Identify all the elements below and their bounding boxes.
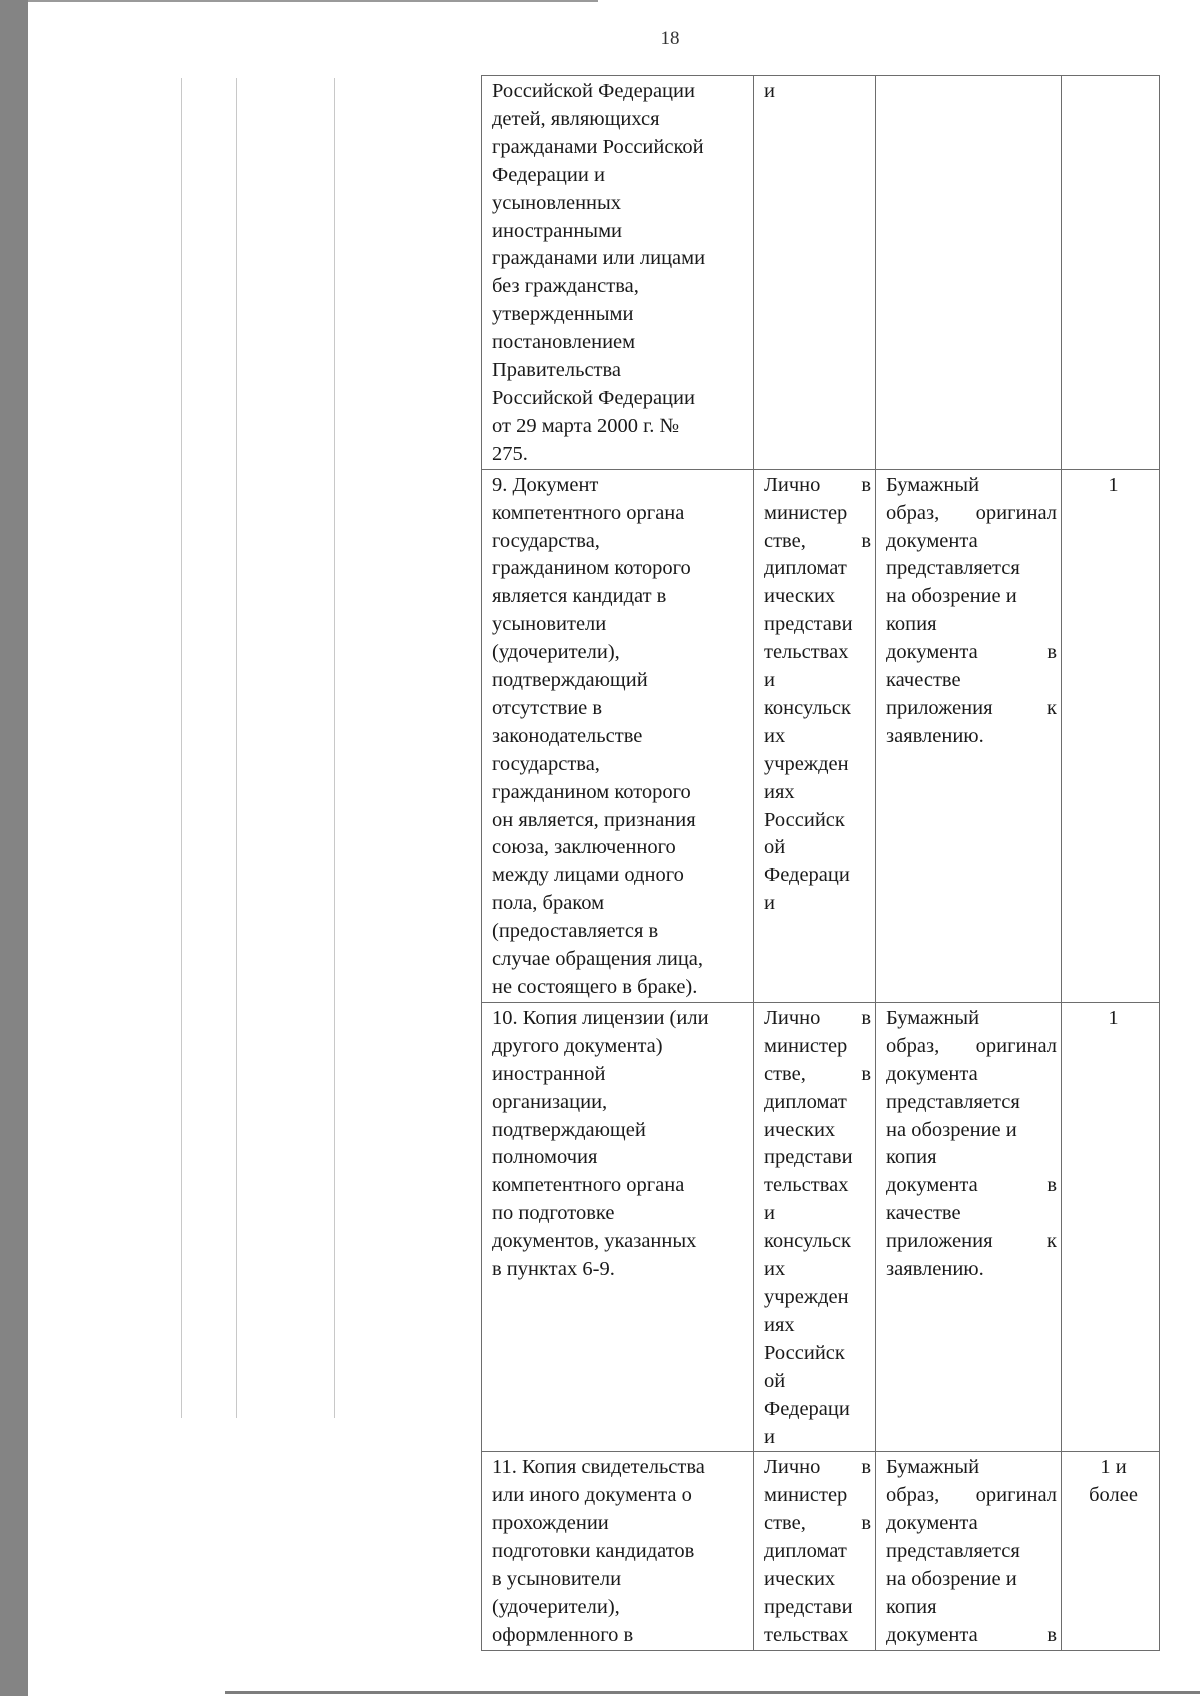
cell-text-line: 11. Копия свидетельства	[492, 1456, 705, 1479]
cell-text-line: тельствах	[764, 641, 849, 664]
cell-text-line: союза, заключенного	[492, 836, 676, 859]
cell-text-line: образ, оригинал	[886, 1484, 1057, 1507]
cell-text-line: гражданами или лицами	[492, 247, 706, 270]
cell-text-line: Федерации и	[492, 163, 605, 186]
show-through-line	[236, 78, 237, 1418]
cell-text-line: полномочия	[492, 1146, 598, 1169]
cell-text-line: Лично в	[764, 1006, 871, 1029]
cell-text-line: пола, браком	[492, 892, 605, 915]
cell-text-line: он является, признания	[492, 808, 696, 831]
cell-text-line: иях	[764, 1313, 795, 1336]
cell-text-line: постановлением	[492, 331, 636, 354]
cell-text-line: 275.	[492, 442, 528, 465]
cell-text-line: отсутствие в	[492, 696, 603, 719]
cell-text-line: стве, в	[764, 1512, 871, 1535]
cell-text-line: 10. Копия лицензии (или	[492, 1006, 709, 1029]
cell-text-line: на обозрение и	[886, 1118, 1017, 1141]
submission-method-cell	[754, 1002, 876, 1452]
cell-text-line: детей, являющихся	[492, 107, 660, 130]
show-through-line	[334, 78, 335, 1418]
cell-text-line: Российской Федерации	[492, 386, 695, 409]
cell-text-line: дипломат	[764, 1090, 847, 1113]
cell-text-line: учрежден	[764, 1285, 849, 1308]
cell-text-line: приложения к	[886, 696, 1057, 719]
page-number: 18	[660, 28, 680, 49]
scan-left-margin	[0, 0, 28, 1696]
cell-text-line: министер	[764, 1034, 848, 1057]
document-form-cell	[876, 1452, 1062, 1650]
cell-text-line: Бумажный	[886, 1006, 980, 1029]
cell-text-line: заявлению.	[886, 724, 984, 747]
cell-text-line: документа в	[886, 641, 1057, 664]
cell-text-line: усыновленных	[492, 191, 622, 214]
copies-count-text: более	[1089, 1484, 1138, 1507]
cell-text-line: подтверждающий	[492, 669, 648, 692]
cell-text-line: качестве	[886, 669, 961, 692]
cell-text-line: тельствах	[764, 1623, 849, 1646]
cell-text-line: Бумажный	[886, 473, 980, 496]
cell-text-line: представляется	[886, 1090, 1020, 1113]
cell-text-line: иностранными	[492, 219, 623, 242]
cell-text-line: Лично в	[764, 473, 871, 496]
cell-text-line: представи	[764, 1146, 853, 1169]
cell-text-line: гражданином которого	[492, 780, 691, 803]
cell-text-line: образ, оригинал	[886, 501, 1057, 524]
table-row	[482, 76, 1160, 470]
cell-text-line: Российской Федерации	[492, 80, 695, 102]
cell-text-line: и	[764, 1202, 775, 1225]
cell-text-line: (предоставляется в	[492, 920, 659, 943]
submission-method-cell	[754, 76, 876, 470]
cell-text-line: и	[764, 669, 775, 692]
cell-text-line: является кандидат в	[492, 585, 667, 608]
cell-text-line: Лично в	[764, 1456, 871, 1479]
cell-text-line: документа	[886, 529, 978, 552]
cell-text-line: случае обращения лица,	[492, 948, 704, 971]
cell-text-line: организации,	[492, 1090, 608, 1113]
cell-text-line: дипломат	[764, 557, 847, 580]
cell-text-line: на обозрение и	[886, 585, 1017, 608]
cell-text-line: Федераци	[764, 1397, 850, 1420]
cell-text-line: Федераци	[764, 864, 850, 887]
cell-text-line: (удочерители),	[492, 641, 620, 664]
document-description-cell	[482, 1452, 754, 1650]
cell-text-line: Бумажный	[886, 1456, 980, 1479]
cell-text-line: представляется	[886, 557, 1020, 580]
cell-text-line: министер	[764, 1484, 848, 1507]
cell-text-line: не состоящего в браке).	[492, 976, 698, 998]
cell-text-line: учрежден	[764, 752, 849, 775]
cell-text-line: стве, в	[764, 529, 871, 552]
cell-text-line: компетентного органа	[492, 501, 685, 524]
cell-text-line: прохождении	[492, 1512, 609, 1535]
document-description-cell	[482, 469, 754, 1002]
cell-text-line: стве, в	[764, 1062, 871, 1085]
cell-text-line: подтверждающей	[492, 1118, 646, 1141]
cell-text-line: представи	[764, 613, 853, 636]
cell-text-line: государства,	[492, 752, 600, 775]
cell-text-line: образ, оригинал	[886, 1034, 1057, 1057]
cell-text-line: в пунктах 6-9.	[492, 1258, 615, 1281]
cell-text-line: приложения к	[886, 1230, 1057, 1253]
cell-text-line: подготовки кандидатов	[492, 1540, 695, 1563]
cell-text-line: ических	[764, 1568, 836, 1591]
copies-count-cell	[1062, 1452, 1160, 1650]
cell-text-line: представляется	[886, 1540, 1020, 1563]
cell-text-line: качестве	[886, 1202, 961, 1225]
cell-text-line: 9. Документ	[492, 473, 599, 496]
cell-text-line: копия	[886, 1146, 937, 1169]
cell-text-line: документа в	[886, 1174, 1057, 1197]
cell-text-line: министер	[764, 501, 848, 524]
cell-text-line: без гражданства,	[492, 275, 639, 298]
cell-text-line: дипломат	[764, 1540, 847, 1563]
cell-text-line: представи	[764, 1595, 853, 1618]
cell-text-line: утвержденными	[492, 303, 634, 326]
cell-text-line: Российск	[764, 808, 845, 831]
cell-text-line: или иного документа о	[492, 1484, 692, 1507]
cell-text-line: и	[764, 892, 775, 915]
cell-text-line: гражданами Российской	[492, 135, 704, 158]
cell-text-line: Правительства	[492, 359, 622, 382]
cell-text-line: иях	[764, 780, 795, 803]
cell-text-line: документа	[886, 1062, 978, 1085]
scan-top-edge	[28, 0, 598, 2]
cell-text-line: компетентного органа	[492, 1174, 685, 1197]
document-form-cell	[876, 1002, 1062, 1452]
document-description-cell	[482, 76, 754, 470]
cell-text-line: государства,	[492, 529, 600, 552]
table-row	[482, 1452, 1160, 1650]
cell-text-line: оформленного в	[492, 1623, 634, 1646]
cell-text-line: между лицами одного	[492, 864, 684, 887]
cell-text-line: на обозрение и	[886, 1568, 1017, 1591]
submission-method-cell	[754, 469, 876, 1002]
cell-text-line: документа	[886, 1512, 978, 1535]
copies-count-text: 1	[1108, 473, 1119, 496]
document-form-cell	[876, 469, 1062, 1002]
copies-count-cell	[1062, 76, 1160, 470]
cell-text-line: и	[764, 1425, 775, 1448]
submission-method-cell	[754, 1452, 876, 1650]
cell-text-line: ой	[764, 1369, 786, 1392]
cell-text-line: их	[764, 724, 786, 747]
cell-text-line: ой	[764, 836, 786, 859]
cell-text-line: от 29 марта 2000 г. №	[492, 414, 680, 437]
cell-text-line: документа в	[886, 1623, 1057, 1646]
cell-text-line: гражданином которого	[492, 557, 691, 580]
copies-count-cell	[1062, 469, 1160, 1002]
cell-text-line: и	[764, 80, 775, 102]
cell-text-line: консульск	[764, 696, 851, 719]
cell-text-line: копия	[886, 613, 937, 636]
cell-text-line: в усыновители	[492, 1568, 622, 1591]
cell-text-line: другого документа)	[492, 1034, 663, 1057]
show-through-line	[181, 78, 182, 1418]
table-row	[482, 1002, 1160, 1452]
cell-text-line: Российск	[764, 1341, 845, 1364]
copies-count-text: 1 и	[1100, 1456, 1127, 1479]
cell-text-line: иностранной	[492, 1062, 606, 1085]
copies-count-cell	[1062, 1002, 1160, 1452]
document-form-cell	[876, 76, 1062, 470]
table-row	[482, 469, 1160, 1002]
document-description-cell	[482, 1002, 754, 1452]
cell-text-line: усыновители	[492, 613, 607, 636]
cell-text-line: ических	[764, 1118, 836, 1141]
documents-table	[481, 75, 1160, 1651]
cell-text-line: их	[764, 1258, 786, 1281]
cell-text-line: заявлению.	[886, 1258, 984, 1281]
scan-bottom-edge	[225, 1691, 1200, 1694]
cell-text-line: законодательстве	[492, 724, 643, 747]
cell-text-line: ических	[764, 585, 836, 608]
cell-text-line: документов, указанных	[492, 1230, 697, 1253]
cell-text-line: по подготовке	[492, 1202, 615, 1225]
copies-count-text: 1	[1108, 1006, 1119, 1029]
cell-text-line: тельствах	[764, 1174, 849, 1197]
cell-text-line: консульск	[764, 1230, 851, 1253]
cell-text-line: (удочерители),	[492, 1595, 620, 1618]
cell-text-line: копия	[886, 1595, 937, 1618]
